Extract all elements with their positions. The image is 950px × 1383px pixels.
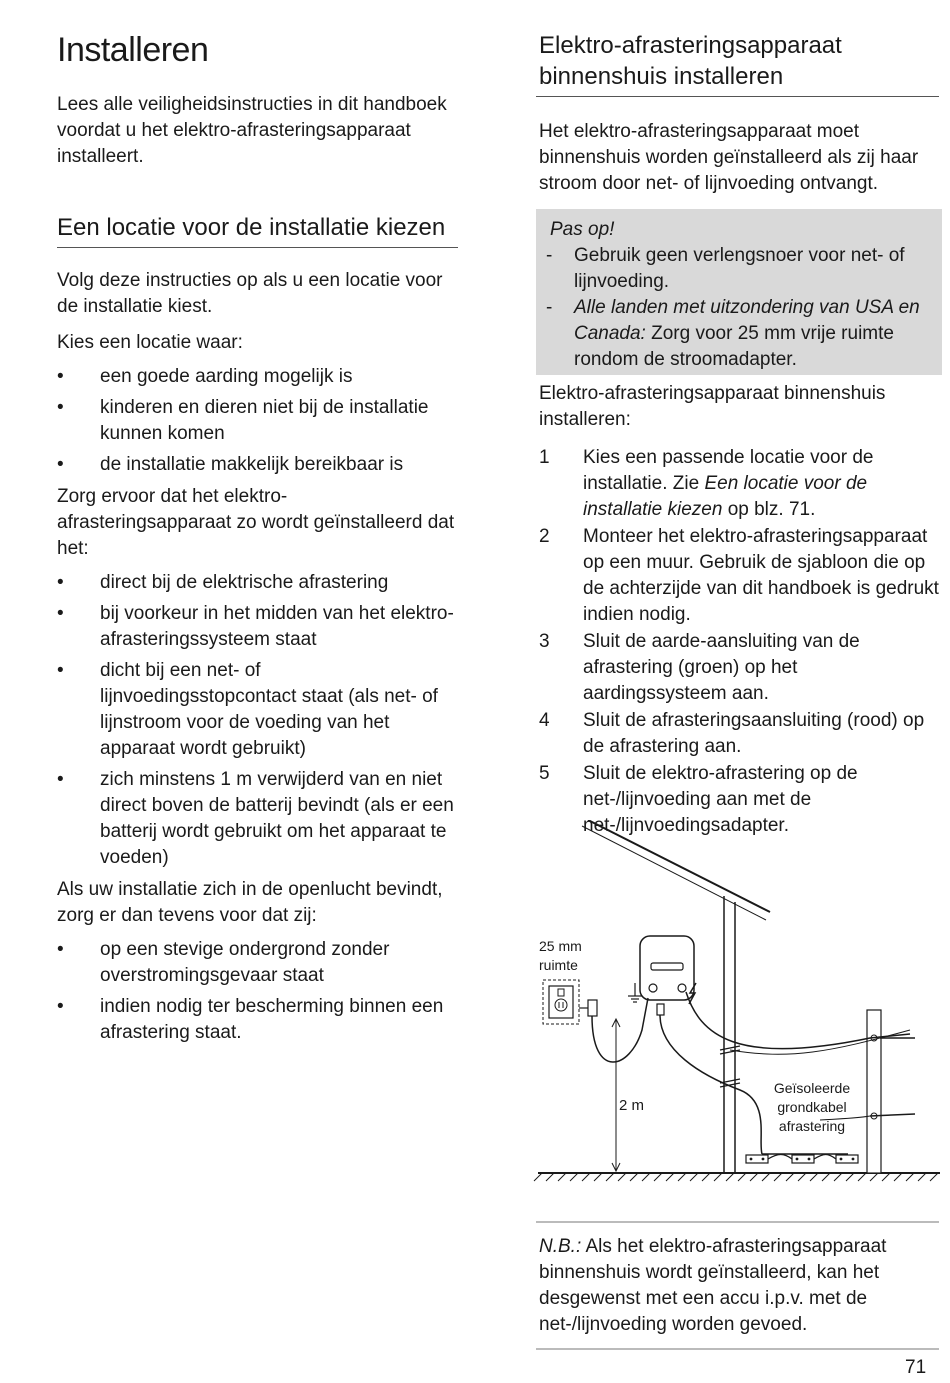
step-number: 3 <box>539 631 550 652</box>
list-item: • een goede aarding mogelijk is <box>57 364 457 390</box>
step-item: 3 Sluit de aarde-aansluiting van de afrastering (groen) op het aardingssysteem aan. <box>539 631 860 704</box>
step-item: 2 Monteer het elektro-afrasteringsapparaat op een muur. Gebruik de sjabloon die op de achterzijde van dit handboek is gedrukt indien nodig. <box>539 526 939 625</box>
step-item: 4 Sluit de afrasteringsaansluiting (rood) op de afrastering aan. <box>539 710 925 757</box>
roof-line <box>582 826 766 920</box>
page-title: Installeren <box>57 31 209 69</box>
height-label: 2 m <box>619 1097 645 1114</box>
location-instructions: Volg deze instructies op als u een locatie voor de installatie kiest. <box>57 270 443 317</box>
section-title-location: Een locatie voor de installatie kiezen <box>57 214 446 241</box>
caution-clearance: Zorg voor 25 mm vrije ruimte rondom de stroomadapter. <box>574 323 894 370</box>
list-item: • op een stevige ondergrond zonder overstromingsgevaar staat <box>57 937 457 989</box>
caution-countries: Alle landen met uitzondering van USA en Canada: <box>574 297 920 344</box>
power-cable <box>592 998 648 1062</box>
step-number: 4 <box>539 710 550 731</box>
clearance-label: ruimte <box>539 957 578 973</box>
outdoor-list <box>57 937 457 1046</box>
energizer-indicator <box>651 963 683 970</box>
step-number: 1 <box>539 447 550 468</box>
section-heading-location <box>57 212 458 248</box>
left-column <box>57 30 457 1052</box>
install-steps <box>539 445 939 839</box>
ensure-text: Zorg ervoor dat het elektro-afrasteringsapparaat zo wordt geïnstalleerd dat het: <box>57 486 455 559</box>
list-item: • de installatie makkelijk bereikbaar is <box>57 452 457 478</box>
list-item: • bij voorkeur in het midden van het elektro-afrasteringssysteem staat <box>57 601 457 653</box>
note-text: N.B.: Als het elektro-afrasteringsapparaat binnenshuis wordt geïnstalleerd, kan het desgewenst met een accu i.p.v. met de net-/lijnvoeding worden gevoed. <box>539 1236 887 1335</box>
placement-list <box>57 570 457 871</box>
list-item: • indien nodig ter bescherming binnen een afrastering staat. <box>57 994 457 1046</box>
note-label: N.B.: <box>539 1236 582 1257</box>
list-item: • kinderen en dieren niet bij de installatie kunnen komen <box>57 395 457 447</box>
list-item <box>550 295 938 373</box>
fence-wire <box>730 1030 910 1054</box>
page-number: 71 <box>905 1357 927 1378</box>
caution-box <box>536 209 942 375</box>
section-title-indoor: Elektro-afrasteringsapparaat binnenshuis installeren <box>539 32 842 90</box>
location-criteria-list <box>57 364 457 478</box>
step-item: 5 Sluit de elektro-afrastering op de net-/lijnvoeding aan met de net-/lijnvoedingsadapter. <box>539 763 858 836</box>
caution-title: Pas op! <box>550 219 615 240</box>
ground-hatching <box>534 1173 938 1181</box>
earth-cable <box>660 1015 762 1154</box>
location-link: Een locatie voor de installatie kiezen <box>583 473 868 520</box>
power-adapter <box>588 1000 597 1016</box>
cable-connector <box>657 1004 664 1015</box>
power-outlet <box>549 986 573 1018</box>
steps-intro: Elektro-afrasteringsapparaat binnenshuis installeren: <box>539 383 886 430</box>
indoor-intro: Het elektro-afrasteringsapparaat moet binnenshuis worden geïnstalleerd als zij haar stroom door net- of lijnvoeding ontvangt. <box>539 121 919 194</box>
list-item: - Gebruik geen verlengsnoer voor net- of lijnvoeding. <box>550 243 938 295</box>
right-column <box>539 30 939 840</box>
clearance-label: 25 mm <box>539 938 582 954</box>
list-item: • zich minstens 1 m verwijderd van en niet direct boven de batterij bevindt (als er een batterij wordt gebruikt om het apparaat te voeden) <box>57 767 457 871</box>
step-number: 2 <box>539 526 550 547</box>
fence-post <box>867 1010 881 1173</box>
list-item: • direct bij de elektrische afrastering <box>57 570 457 596</box>
cable-label: afrastering <box>778 1118 846 1134</box>
cable-label: Geïsoleerde <box>773 1080 851 1096</box>
step-item: 1 Kies een passende locatie voor de installatie. Zie Een locatie voor de installatie kiezen op blz. 71. <box>539 447 874 520</box>
cable-label: grondkabel <box>777 1099 847 1115</box>
intro-text: Lees alle veiligheidsinstructies in dit handboek voordat u het elektro-afrasteringsapparaat installeert. <box>57 94 447 167</box>
section-heading-indoor <box>536 30 939 97</box>
choose-location-text: Kies een locatie waar: <box>57 332 243 353</box>
list-item: • dicht bij een net- of lijnvoedingsstopcontact staat (als net- of lijnstroom voor de voeding van het apparaat wordt gebruikt) <box>57 658 457 762</box>
note-bottom-rule <box>536 1348 939 1350</box>
wall-insulators <box>720 1046 740 1087</box>
step-number: 5 <box>539 763 550 784</box>
fence-terminal <box>678 984 686 992</box>
earth-terminal <box>649 984 657 992</box>
caution-list <box>550 243 938 373</box>
roof-line <box>588 820 770 912</box>
installation-diagram <box>530 820 950 1220</box>
outdoor-text: Als uw installatie zich in de openlucht bevindt, zorg er dan tevens voor dat zij: <box>57 879 443 926</box>
note-top-rule <box>536 1221 939 1223</box>
